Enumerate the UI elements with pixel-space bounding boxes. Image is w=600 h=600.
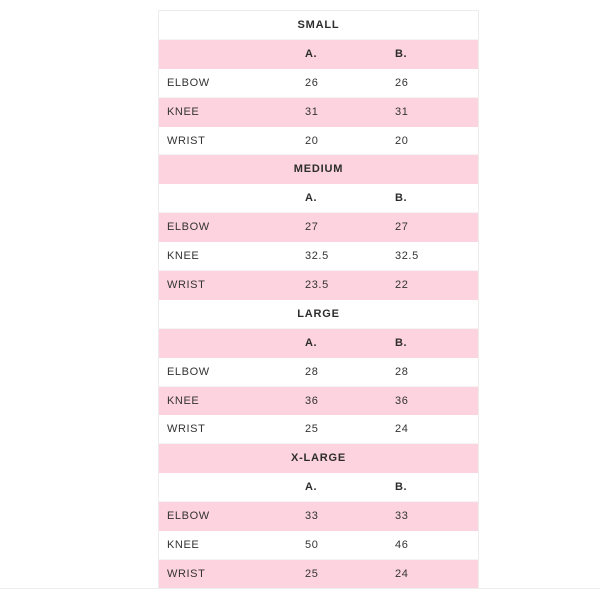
section-title: SMALL xyxy=(297,18,340,31)
value-b: 31 xyxy=(395,105,409,118)
column-a-header: A. xyxy=(305,481,318,494)
section-title-row xyxy=(159,300,478,329)
row-label: WRIST xyxy=(167,567,206,580)
section-title: LARGE xyxy=(297,307,340,320)
column-a-header: A. xyxy=(305,47,318,60)
column-b-header: B. xyxy=(395,192,408,205)
bottom-divider xyxy=(0,588,600,589)
table-row xyxy=(159,415,478,444)
row-label: KNEE xyxy=(167,538,200,551)
table-row xyxy=(159,98,478,127)
row-label: ELBOW xyxy=(167,510,210,523)
table-row xyxy=(159,127,478,156)
row-label: KNEE xyxy=(167,250,200,263)
value-b: 46 xyxy=(395,538,409,551)
table-row xyxy=(159,213,478,242)
column-header-row xyxy=(159,184,478,213)
value-a: 27 xyxy=(305,221,319,234)
table-row xyxy=(159,358,478,387)
column-header-row xyxy=(159,329,478,358)
value-a: 28 xyxy=(305,365,319,378)
value-b: 36 xyxy=(395,394,409,407)
value-a: 32.5 xyxy=(305,250,329,263)
section-title-row xyxy=(159,155,478,184)
value-a: 26 xyxy=(305,76,319,89)
value-b: 26 xyxy=(395,76,409,89)
value-a: 36 xyxy=(305,394,319,407)
value-b: 24 xyxy=(395,423,409,436)
section-title: MEDIUM xyxy=(293,163,344,176)
value-a: 25 xyxy=(305,423,319,436)
column-a-header: A. xyxy=(305,336,318,349)
value-a: 31 xyxy=(305,105,319,118)
value-b: 20 xyxy=(395,134,409,147)
row-label: ELBOW xyxy=(167,221,210,234)
size-chart-table xyxy=(158,10,479,589)
column-header-row xyxy=(159,473,478,502)
row-label: WRIST xyxy=(167,134,206,147)
value-a: 23.5 xyxy=(305,278,329,291)
row-label: ELBOW xyxy=(167,76,210,89)
column-b-header: B. xyxy=(395,481,408,494)
table-row xyxy=(159,560,478,589)
row-label: WRIST xyxy=(167,278,206,291)
value-a: 33 xyxy=(305,510,319,523)
column-header-row xyxy=(159,40,478,69)
value-a: 20 xyxy=(305,134,319,147)
table-row xyxy=(159,242,478,271)
row-label: KNEE xyxy=(167,394,200,407)
row-label: KNEE xyxy=(167,105,200,118)
table-row xyxy=(159,502,478,531)
table-row xyxy=(159,69,478,98)
value-b: 27 xyxy=(395,221,409,234)
value-b: 32.5 xyxy=(395,250,419,263)
section-title-row xyxy=(159,11,478,40)
value-b: 28 xyxy=(395,365,409,378)
column-b-header: B. xyxy=(395,47,408,60)
section-title-row xyxy=(159,444,478,473)
value-a: 50 xyxy=(305,538,319,551)
section-title: X-LARGE xyxy=(290,452,347,465)
value-b: 24 xyxy=(395,567,409,580)
row-label: WRIST xyxy=(167,423,206,436)
row-label: ELBOW xyxy=(167,365,210,378)
column-a-header: A. xyxy=(305,192,318,205)
value-a: 25 xyxy=(305,567,319,580)
column-b-header: B. xyxy=(395,336,408,349)
value-b: 22 xyxy=(395,278,409,291)
table-row xyxy=(159,387,478,416)
table-row xyxy=(159,271,478,300)
value-b: 33 xyxy=(395,510,409,523)
table-row xyxy=(159,531,478,560)
